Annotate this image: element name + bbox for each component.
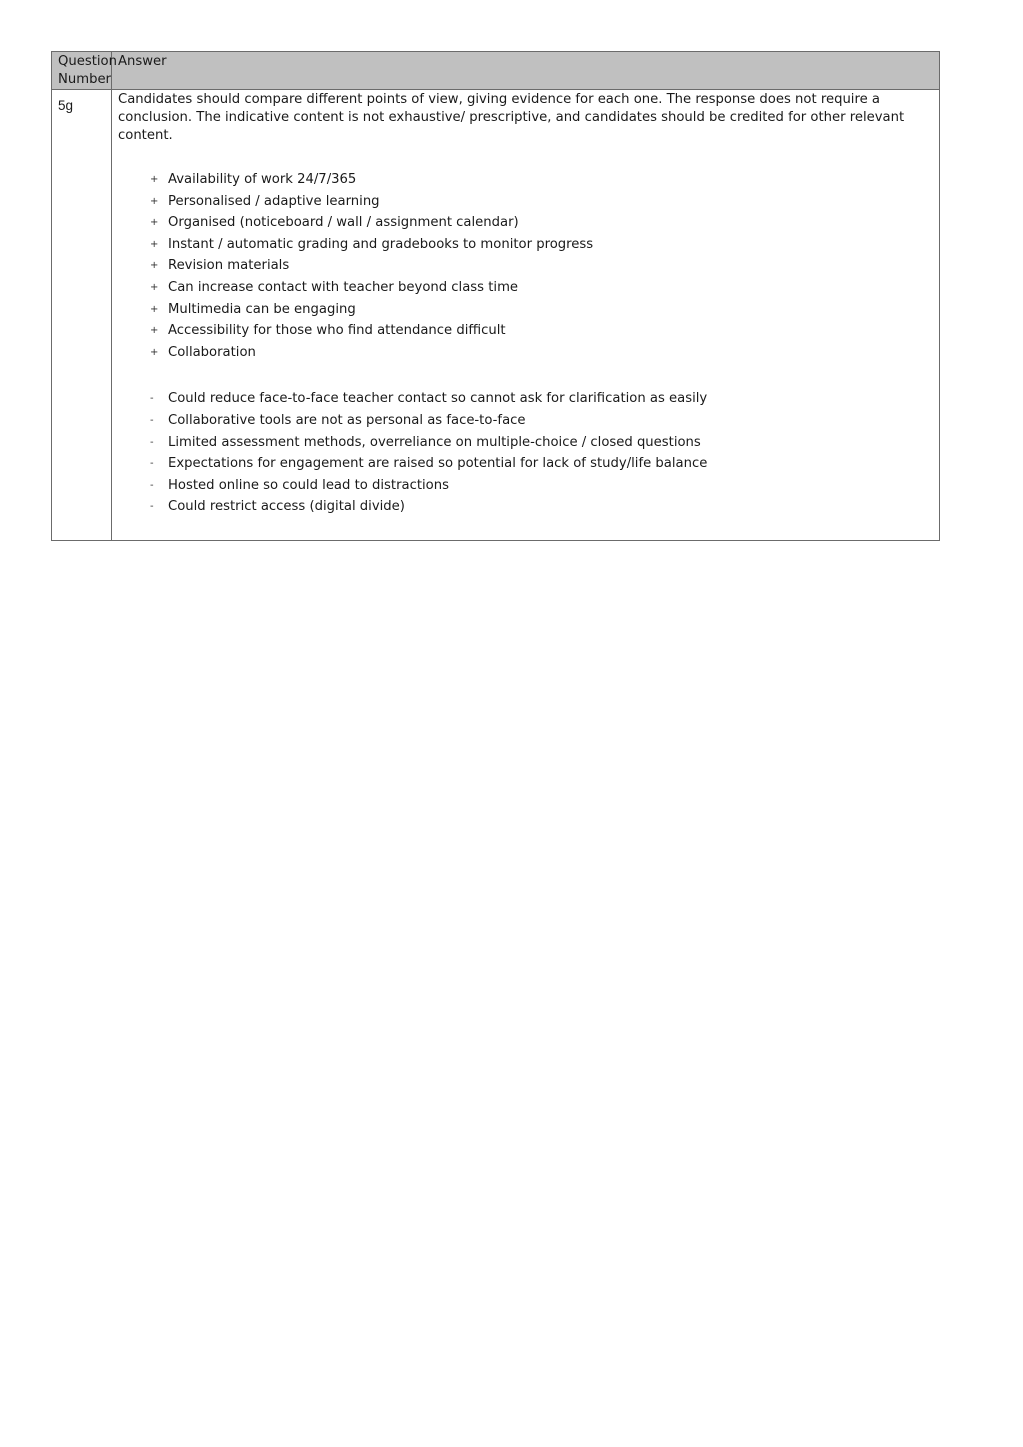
advantage-bullet: + [150,238,159,250]
advantage-item [150,212,933,234]
disadvantage-bullet: - [150,393,154,405]
disadvantage-bullet: - [150,501,154,513]
advantage-item [150,277,933,299]
advantage-item [150,234,933,256]
advantage-item [150,320,933,342]
advantage-bullet: + [150,325,159,337]
advantage-bullet: + [150,195,159,207]
answer-intro: Candidates should compare different points of view, giving evidence for each one. The response does not require a conclusion. The indicative content is not exhaustive/ prescriptive, and candidates should be credited for other relevant content. [118,92,905,143]
disadvantage-bullet: - [150,436,154,448]
mark-scheme-table [51,51,940,541]
disadvantage-item [150,388,933,410]
advantages-list [118,169,933,363]
disadvantage-item [150,496,933,518]
advantage-text: Instant / automatic grading and gradebooks to monitor progress [168,236,594,252]
disadvantages-list [118,388,933,518]
table-header-row [52,52,940,90]
disadvantage-item [150,432,933,454]
disadvantage-item [150,453,933,475]
disadvantage-text: Hosted online so could lead to distractions [168,477,449,493]
disadvantage-item [150,475,933,497]
disadvantage-bullet: - [150,458,154,470]
disadvantage-text: Collaborative tools are not as personal as face-to-face [168,412,526,428]
disadvantage-text: Limited assessment methods, overreliance on multiple-choice / closed questions [168,434,701,450]
advantage-bullet: + [150,303,159,315]
advantage-text: Personalised / adaptive learning [168,193,380,209]
advantage-item [150,255,933,277]
advantage-text: Multimedia can be engaging [168,301,356,317]
disadvantage-bullet: - [150,479,154,491]
advantage-bullet: + [150,281,159,293]
advantage-text: Organised (noticeboard / wall / assignment calendar) [168,215,519,231]
advantage-item [150,191,933,213]
answer-cell [112,90,940,541]
advantage-bullet: + [150,174,159,185]
advantage-item [150,169,933,191]
advantage-text: Availability of work 24/7/365 [168,172,357,187]
advantage-text: Revision materials [168,258,290,274]
question-number-header: Question Number [52,52,112,90]
advantage-text: Can increase contact with teacher beyond class time [168,279,519,295]
table-row [52,90,940,541]
advantage-bullet: + [150,217,159,229]
disadvantage-text: Expectations for engagement are raised so potential for lack of study/life balance [168,456,708,472]
advantage-bullet: + [150,260,159,272]
advantage-item [150,299,933,321]
answer-header: Answer [112,52,940,90]
advantage-text: Collaboration [168,344,256,360]
disadvantage-text: Could restrict access (digital divide) [168,499,405,515]
disadvantage-text: Could reduce face-to-face teacher contact so cannot ask for clarification as easily [168,391,708,407]
disadvantage-item [150,410,933,432]
advantage-text: Accessibility for those who find attendance difficult [168,323,506,339]
advantage-bullet: + [150,346,159,358]
question-number-cell: 5g [52,90,112,541]
disadvantage-bullet: - [150,414,154,426]
advantage-item [150,342,933,364]
